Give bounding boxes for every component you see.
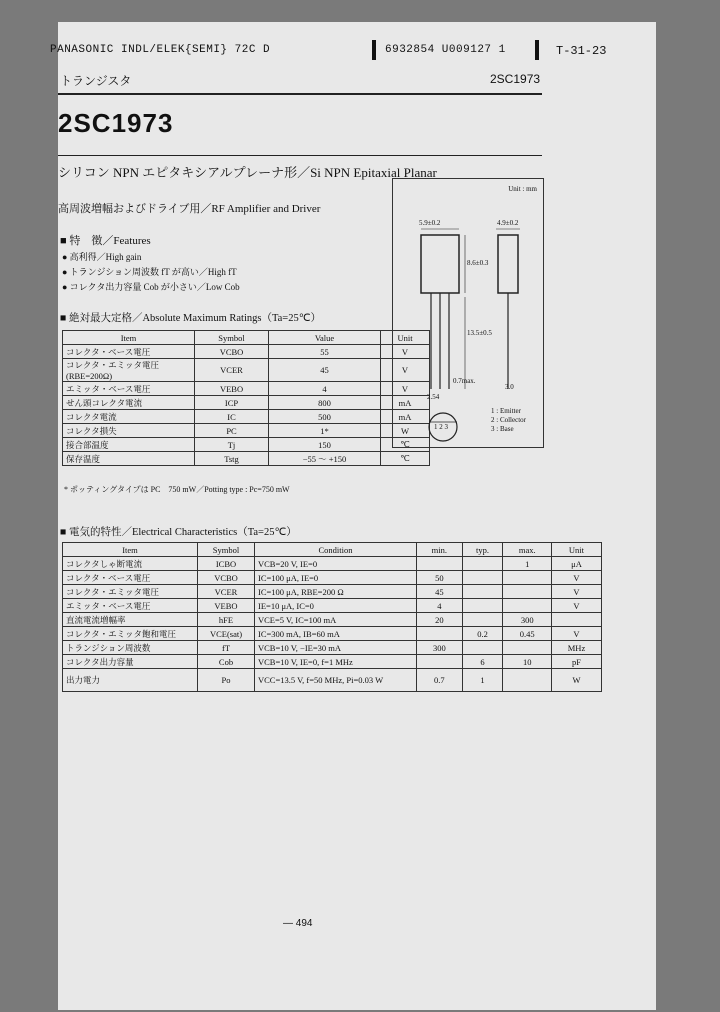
scan-mark: [535, 40, 539, 60]
cell: PC: [195, 424, 269, 438]
cell: VCE=5 V, IC=100 mA: [255, 613, 417, 627]
cell: V: [381, 345, 430, 359]
table-row: [63, 599, 602, 613]
header-line: [50, 44, 270, 56]
table-header-row: [63, 543, 602, 557]
table-row: [63, 613, 602, 627]
col-header: typ.: [462, 543, 503, 557]
feature-item: ● トランジション周波数 fT が高い／High fT: [62, 267, 237, 277]
page-number: — 494: [283, 918, 313, 929]
title-rule: [58, 155, 542, 156]
cell: コレクタ・エミッタ飽和電圧: [63, 627, 198, 641]
table-row: [63, 585, 602, 599]
cell: hFE: [198, 613, 255, 627]
cell: 直流電流増幅率: [63, 613, 198, 627]
dim-label: 4.9±0.2: [497, 219, 519, 227]
category-label: トランジスタ: [60, 74, 132, 88]
table-row: [63, 571, 602, 585]
cell: [417, 655, 463, 669]
dim-label: 3.0: [505, 383, 514, 391]
cell: 20: [417, 613, 463, 627]
cell: 保存温度: [63, 452, 195, 466]
cell: 50: [417, 571, 463, 585]
dim-label: 13.5±0.5: [467, 329, 492, 337]
cell: VEBO: [198, 599, 255, 613]
abs-heading: ■ 絶対最大定格／Absolute Maximum Ratings（Ta=25℃）: [60, 313, 322, 324]
table-row: [63, 669, 602, 692]
cell: Cob: [198, 655, 255, 669]
scan-mark: [372, 40, 376, 60]
pin-numbers: 1 2 3: [434, 423, 448, 431]
table-row: [63, 641, 602, 655]
part-subtitle: シリコン NPN エピタキシアルプレーナ形／Si NPN Epitaxial Planar: [58, 165, 437, 180]
dim-label: 0.7max.: [453, 377, 476, 385]
cell: 500: [269, 410, 381, 424]
cell: V: [381, 359, 430, 382]
col-header: Item: [63, 543, 198, 557]
cell: コレクタ・エミッタ電圧: [63, 585, 198, 599]
cell: IC=100 μA, RBE=200 Ω: [255, 585, 417, 599]
header-text: PANASONIC INDL/ELEK{SEMI} 72C D: [50, 44, 271, 56]
cell: [462, 599, 503, 613]
cell: mA: [381, 396, 430, 410]
cell: 4: [417, 599, 463, 613]
cell: VCB=20 V, IE=0: [255, 557, 417, 571]
cell: 0.45: [503, 627, 552, 641]
cell: IC=100 μA, IE=0: [255, 571, 417, 585]
cell: 10: [503, 655, 552, 669]
table-row: [63, 627, 602, 641]
cell: VCBO: [198, 571, 255, 585]
table-note: * ポッティングタイプは PC 750 mW／Potting type : Pc=750 mW: [64, 485, 290, 494]
cell: fT: [198, 641, 255, 655]
cell: [503, 641, 552, 655]
table-row: [63, 655, 602, 669]
cell: コレクタ・エミッタ電圧 (RBE=200Ω): [63, 359, 195, 382]
cell: VCER: [198, 585, 255, 599]
elec-heading: ■ 電気的特性／Electrical Characteristics（Ta=25℃）: [60, 527, 297, 538]
part-title: 2SC1973: [58, 108, 174, 138]
cell: ICP: [195, 396, 269, 410]
col-header: min.: [417, 543, 463, 557]
cell: Tstg: [195, 452, 269, 466]
cell: MHz: [551, 641, 601, 655]
cell: pF: [551, 655, 601, 669]
cell: IC=300 mA, IB=60 mA: [255, 627, 417, 641]
table-row: [63, 410, 430, 424]
cell: 45: [417, 585, 463, 599]
cell: VCE(sat): [198, 627, 255, 641]
cell: [417, 557, 463, 571]
cell: コレクタ・ベース電圧: [63, 345, 195, 359]
cell: V: [551, 627, 601, 641]
col-header: Symbol: [195, 331, 269, 345]
cell: μA: [551, 557, 601, 571]
cell: 1: [503, 557, 552, 571]
cell: V: [551, 571, 601, 585]
unit-label: Unit : mm: [508, 185, 537, 193]
cell: コレクタ・ベース電圧: [63, 571, 198, 585]
cell: Po: [198, 669, 255, 692]
cell: エミッタ・ベース電圧: [63, 382, 195, 396]
cell: コレクタ損失: [63, 424, 195, 438]
feature-item: ● コレクタ出力容量 Cob が小さい／Low Cob: [62, 282, 240, 292]
cell: [503, 585, 552, 599]
cell: 4: [269, 382, 381, 396]
cell: 6: [462, 655, 503, 669]
col-header: Item: [63, 331, 195, 345]
cell: 1: [462, 669, 503, 692]
cell: せん頭コレクタ電流: [63, 396, 195, 410]
cell: 300: [503, 613, 552, 627]
cell: 800: [269, 396, 381, 410]
cell: [503, 599, 552, 613]
cell: [417, 627, 463, 641]
table-row: [63, 452, 430, 466]
cell: [462, 571, 503, 585]
cell: コレクタ電流: [63, 410, 195, 424]
cell: ℃: [381, 452, 430, 466]
cell: 出力電力: [63, 669, 198, 692]
cell: コレクタしゃ断電流: [63, 557, 198, 571]
cell: VEBO: [195, 382, 269, 396]
pin-label: 1 : Emitter: [491, 407, 521, 415]
cell: [462, 557, 503, 571]
pin-label: 3 : Base: [491, 425, 514, 433]
cell: IE=10 μA, IC=0: [255, 599, 417, 613]
cell: 0.7: [417, 669, 463, 692]
cell: VCBO: [195, 345, 269, 359]
table-row: [63, 424, 430, 438]
cell: −55 ～ +150: [269, 452, 381, 466]
features-heading: ■ 特 徴／Features: [60, 235, 151, 247]
col-header: Unit: [551, 543, 601, 557]
cell: [503, 669, 552, 692]
cell: mA: [381, 410, 430, 424]
cell: VCER: [195, 359, 269, 382]
cell: 接合部温度: [63, 438, 195, 452]
cell: VCB=10 V, IE=0, f=1 MHz: [255, 655, 417, 669]
cell: V: [551, 599, 601, 613]
col-header: Condition: [255, 543, 417, 557]
cell: [462, 613, 503, 627]
cell: 1*: [269, 424, 381, 438]
abs-max-table: [62, 330, 430, 466]
cell: 45: [269, 359, 381, 382]
cell: V: [551, 585, 601, 599]
cell: VCC=13.5 V, f=50 MHz, Pi=0.03 W: [255, 669, 417, 692]
dim-label: 2.54: [427, 393, 440, 401]
dim-label: 8.6±0.3: [467, 259, 489, 267]
table-row: [63, 382, 430, 396]
pin-legend: [491, 407, 526, 434]
cell: エミッタ・ベース電圧: [63, 599, 198, 613]
cell: Tj: [195, 438, 269, 452]
table-row: [63, 438, 430, 452]
col-header: Unit: [381, 331, 430, 345]
table-row: [63, 359, 430, 382]
cell: [462, 585, 503, 599]
dim-label: 5.9±0.2: [419, 219, 441, 227]
package-drawing: [392, 178, 544, 448]
cell: W: [381, 424, 430, 438]
cell: ICBO: [198, 557, 255, 571]
cell: コレクタ出力容量: [63, 655, 198, 669]
header-rule: [58, 93, 542, 95]
cell: V: [381, 382, 430, 396]
part-number-right: 2SC1973: [490, 72, 541, 86]
cell: IC: [195, 410, 269, 424]
application-text: 高周波増幅およびドライブ用／RF Amplifier and Driver: [58, 203, 321, 215]
col-header: Value: [269, 331, 381, 345]
cell: 150: [269, 438, 381, 452]
cell: [503, 571, 552, 585]
pin-label: 2 : Collector: [491, 416, 526, 424]
cell: 0.2: [462, 627, 503, 641]
table-row: [63, 557, 602, 571]
table-row: [63, 396, 430, 410]
cell: [462, 641, 503, 655]
cell: 300: [417, 641, 463, 655]
table-row: [63, 345, 430, 359]
col-header: Symbol: [198, 543, 255, 557]
cell: W: [551, 669, 601, 692]
col-header: max.: [503, 543, 552, 557]
table-header-row: [63, 331, 430, 345]
cell: トランジション周波数: [63, 641, 198, 655]
cell: [551, 613, 601, 627]
cell: VCB=10 V, −IE=30 mA: [255, 641, 417, 655]
header-date: T-31-23: [556, 44, 607, 58]
cell: ℃: [381, 438, 430, 452]
header-code: 6932854 U009127 1: [385, 44, 506, 56]
electrical-table: [62, 542, 602, 692]
cell: 55: [269, 345, 381, 359]
feature-item: ● 高利得／High gain: [62, 252, 142, 262]
